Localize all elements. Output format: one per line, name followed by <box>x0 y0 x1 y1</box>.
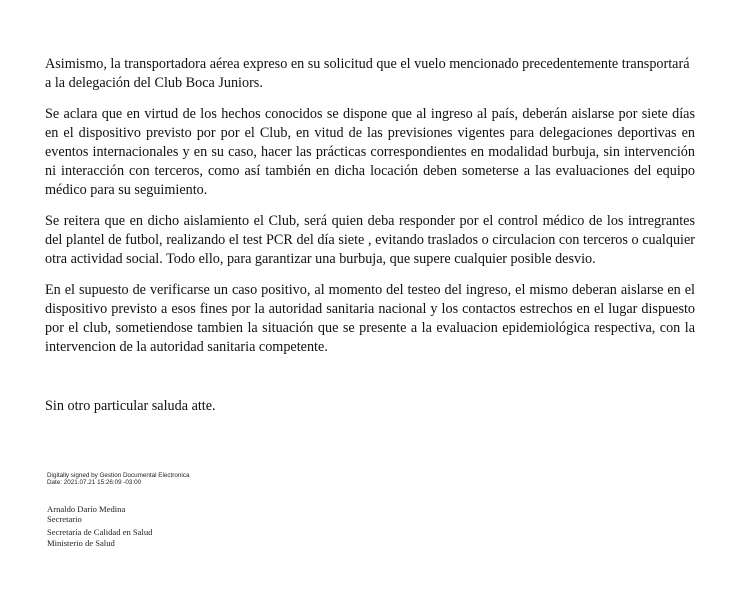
paragraph-medical-control: Se reitera que en dicho aislamiento el Club, será quien deba responder por el control médico de los intregrantes del plantel de futbol, realizando el test PCR del día siete , evitando traslados o circulacion con terceros o cualquier otra actividad social. Todo ello, para garantizar una burbuja, que supere cualquier posible desvio. <box>45 213 695 267</box>
closing-salutation: Sin otro particular saluda atte. <box>45 398 216 414</box>
digital-signature-stamp <box>47 472 189 486</box>
paragraph-positive-case: En el supuesto de verificarse un caso positivo, al momento del testeo del ingreso, el mismo deberan aislarse en el dispositivo previsto a esos fines por la autoridad sanitaria nacional y los contactos estrechos en el lugar dispuesto por el club, sometiendose tambien la situación que se presente a la evaluacion epidemiológica respectiva, con la intervencion de la autoridad sanitaria competente. <box>45 282 695 355</box>
digital-signature-date: Date: 2021.07.21 15:26:09 -03:00 <box>47 479 142 486</box>
signer-block <box>47 504 152 548</box>
letter-body <box>45 55 695 369</box>
digital-signature-signed-by: Digitally signed by Gestion Documental Electronica <box>47 472 190 479</box>
signer-office: Secretaría de Calidad en Salud <box>47 527 153 538</box>
paragraph-isolation: Se aclara que en virtud de los hechos conocidos se dispone que al ingreso al país, deberán aislarse por siete días en el dispositivo previsto por por el Club, en vitud de las previsiones vigentes para delegaciones deportivas en eventos internacionales y en su caso, hacer las prácticas correspondientes en modalidad burbuja, sin intervención ni interacción con terceros, como así también en dicha locación deben someterse a las evaluaciones del equipo médico para su seguimiento. <box>45 106 695 198</box>
signer-ministry: Ministerio de Salud <box>47 537 115 548</box>
signer-name: Arnaldo Darío Medina <box>47 504 126 514</box>
paragraph-transport: Asimismo, la transportadora aérea expreso en su solicitud que el vuelo mencionado precedentemente transportará a la delegación del Club Boca Juniors. <box>45 56 690 91</box>
signer-title: Secretario <box>47 514 82 525</box>
